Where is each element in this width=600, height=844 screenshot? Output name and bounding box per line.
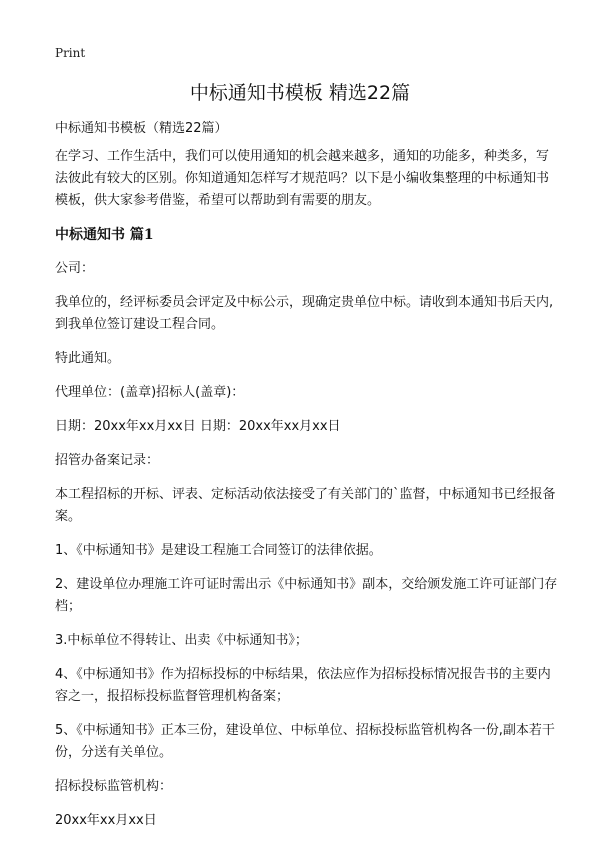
paragraph-item-2: 2、建设单位办理施工许可证时需出示《中标通知书》副本，交给颁发施工许可证部门存档； — [55, 577, 558, 614]
document-subtitle: 中标通知书模板（精选22篇） — [55, 121, 228, 136]
paragraph-closing: 特此通知。 — [55, 351, 121, 366]
section-heading: 中标通知书 篇1 — [55, 227, 154, 243]
document-title: 中标通知书模板 精选22篇 — [189, 82, 411, 104]
paragraph-final-date: 20xx年xx月xx日 — [55, 813, 157, 828]
paragraph-item-4: 4、《中标通知书》作为招标投标的中标结果，依法应作为招标投标情况报告书的主要内容之一，报招标投标监督管理机构备案； — [55, 667, 551, 704]
paragraph-item-3: 3.中标单位不得转让、出卖《中标通知书》； — [55, 633, 308, 648]
paragraph-authority-label: 招标投标监管机构： — [55, 779, 173, 794]
paragraph-salutation: 公司： — [55, 261, 95, 276]
paragraph-item-5: 5、《中标通知书》正本三份，建设单位、中标单位、招标投标监管机构各一份,副本若干份，分送有关单位。 — [55, 723, 555, 760]
paragraph-dates: 日期：20xx年xx月xx日 日期：20xx年xx月xx日 — [55, 419, 341, 434]
paragraph-agent-signature: 代理单位：(盖章)招标人(盖章)： — [55, 385, 245, 400]
paragraph-filing-record: 本工程招标的开标、评表、定标活动依法接受了有关部门的`监督，中标通知书已经报备案。 — [55, 487, 556, 524]
intro-paragraph: 在学习、工作生活中，我们可以使用通知的机会越来越多，通知的功能多，种类多，写法彼此有较大的区别。你知道通知怎样写才规范吗？以下是小编收集整理的中标通知书模板，供大家参考借鉴，希望可以帮助到有需要的朋友。 — [55, 149, 550, 208]
document-body — [55, 118, 560, 844]
paragraph-notice-body: 我单位的，经评标委员会评定及中标公示，现确定贵单位中标。请收到本通知书后天内,到我单位签订建设工程合同。 — [55, 295, 554, 332]
paragraph-item-1: 1、《中标通知书》是建设工程施工合同签订的法律依据。 — [55, 543, 382, 558]
print-label: Print — [55, 46, 86, 60]
paragraph-filing-record-label: 招管办备案记录： — [55, 453, 160, 468]
